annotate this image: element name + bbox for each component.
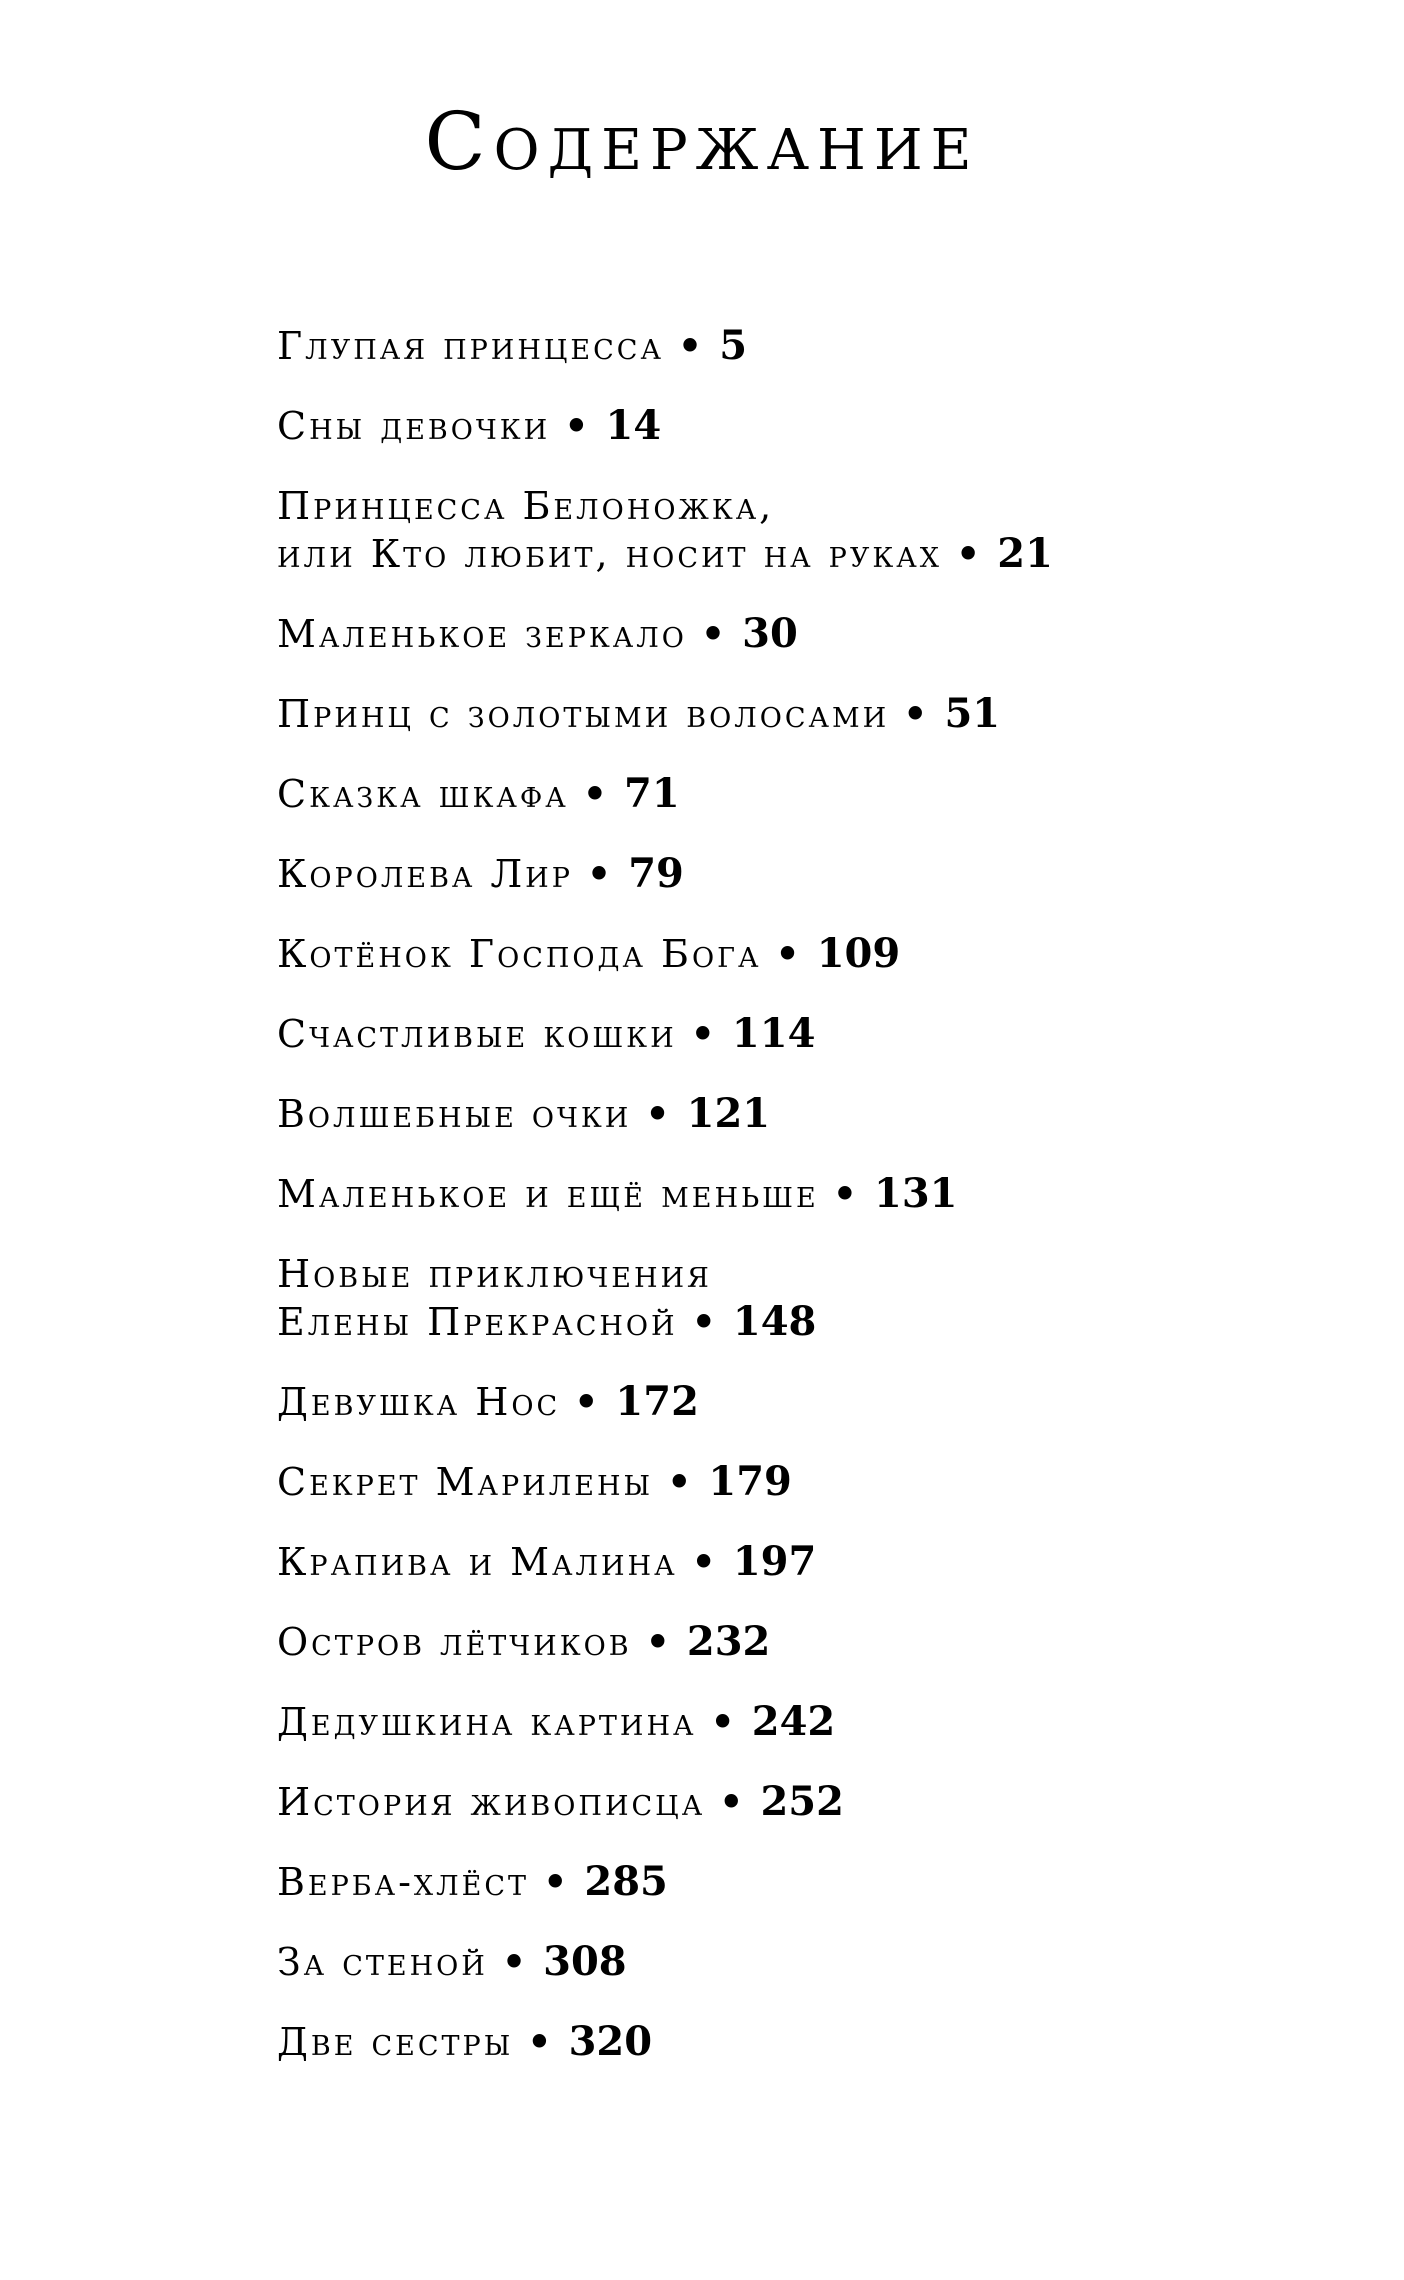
toc-entry-title: Принцесса Белоножка, — [277, 484, 775, 528]
toc-entry — [277, 1458, 1327, 1506]
toc-entry-title-line — [277, 1458, 1327, 1506]
bullet-separator: • — [719, 1779, 747, 1824]
toc-entry-page-number: 131 — [874, 1170, 958, 1217]
bullet-separator: • — [574, 1379, 602, 1424]
toc-entry-title: Крапива и Малина — [277, 1540, 678, 1584]
toc-entry — [277, 610, 1327, 658]
toc-entry — [277, 770, 1327, 818]
toc-entry-title-line — [277, 1858, 1327, 1906]
toc-entry-title: Маленькое и ещё меньше — [277, 1172, 819, 1216]
toc-entry-page-number: 242 — [751, 1698, 836, 1745]
toc-entry — [277, 1250, 1327, 1346]
toc-entry-page-number: 14 — [605, 402, 662, 449]
toc-entry-title: Новые приключения — [277, 1252, 712, 1296]
toc-entry-title-line — [277, 1378, 1327, 1426]
toc-entry-title: Секрет Марилены — [277, 1460, 654, 1504]
toc-entry-title: Елены Прекрасной — [277, 1300, 678, 1344]
toc-entry-title: Принц с золотыми волосами — [277, 692, 890, 736]
toc-entry-page-number: 5 — [719, 322, 748, 369]
bullet-separator: • — [955, 531, 984, 576]
bullet-separator: • — [903, 691, 931, 736]
toc-entry — [277, 1010, 1327, 1058]
bullet-separator: • — [527, 2019, 555, 2064]
bullet-separator: • — [667, 1459, 695, 1504]
bullet-separator: • — [677, 323, 706, 368]
toc-entry-page-number: 308 — [543, 1938, 627, 1985]
toc-entry-title-line — [277, 1298, 1327, 1346]
bullet-separator: • — [586, 851, 615, 896]
toc-entry-page-number: 252 — [760, 1778, 844, 1825]
toc-entry-page-number: 179 — [708, 1458, 792, 1505]
toc-entry-page-number: 172 — [615, 1378, 699, 1425]
toc-entry-title-line — [277, 1170, 1327, 1218]
toc-entry-title: Сны девочки — [277, 404, 551, 448]
toc-entry-title: Котёнок Господа Бога — [277, 932, 762, 976]
toc-entry-title-line — [277, 402, 1327, 450]
toc-entry — [277, 1618, 1327, 1666]
bullet-separator: • — [691, 1299, 719, 1344]
toc-entry-title: Глупая принцесса — [277, 324, 664, 368]
toc-entry-title-line — [277, 482, 1327, 530]
toc-entry — [277, 402, 1327, 450]
bullet-separator: • — [691, 1539, 719, 1584]
toc-entry — [277, 2018, 1327, 2066]
toc-entry-title-line — [277, 2018, 1327, 2066]
bullet-separator: • — [564, 403, 592, 448]
toc-entry-page-number: 320 — [568, 2018, 653, 2065]
bullet-separator: • — [690, 1011, 718, 1056]
toc-entry — [277, 1090, 1327, 1138]
toc-entry-title: Сказка шкафа — [277, 772, 569, 816]
toc-entry-title-line — [277, 1090, 1327, 1138]
toc-entry — [277, 1170, 1327, 1218]
bullet-separator: • — [645, 1619, 673, 1664]
toc-entry — [277, 1858, 1327, 1906]
toc-entry-title-line — [277, 690, 1327, 738]
toc-entry — [277, 690, 1327, 738]
bullet-separator: • — [501, 1939, 530, 1984]
toc-entry-page-number: 51 — [944, 690, 1001, 737]
toc-entry-title-line — [277, 1250, 1327, 1298]
toc-entry-title-line — [277, 770, 1327, 818]
toc-entry-title-line — [277, 1778, 1327, 1826]
bullet-separator: • — [543, 1859, 571, 1904]
toc-entry-title: История живописца — [277, 1780, 706, 1824]
toc-entry-title: Маленькое зеркало — [277, 612, 687, 656]
toc-entry-title: Волшебные очки — [277, 1092, 632, 1136]
toc-entry — [277, 1378, 1327, 1426]
toc-entry — [277, 850, 1327, 898]
toc-entry-title: Счастливые кошки — [277, 1012, 677, 1056]
toc-entry-title-line — [277, 322, 1327, 370]
toc-entry-page-number: 21 — [997, 530, 1053, 577]
toc-entry-title: Остров лётчиков — [277, 1620, 632, 1664]
page-title: Содержание — [424, 95, 980, 188]
toc-entry — [277, 482, 1327, 578]
bullet-separator: • — [832, 1171, 861, 1216]
toc-entry — [277, 1778, 1327, 1826]
toc-entry-title-line — [277, 530, 1327, 578]
toc-entry-page-number: 71 — [623, 770, 680, 817]
bullet-separator: • — [700, 611, 729, 656]
toc-entry-title-line — [277, 1538, 1327, 1586]
toc-entry-title-line — [277, 850, 1327, 898]
bullet-separator: • — [582, 771, 610, 816]
bullet-separator: • — [645, 1091, 673, 1136]
toc-entry-title-line — [277, 930, 1327, 978]
toc-entry — [277, 1938, 1327, 1986]
toc-entry-title-line — [277, 610, 1327, 658]
toc-entry — [277, 322, 1327, 370]
toc-entry-title: Две сестры — [277, 2020, 514, 2064]
toc-entry-title: Дедушкина картина — [277, 1700, 697, 1744]
toc-entry-page-number: 30 — [742, 610, 798, 657]
toc-entry-page-number: 114 — [731, 1010, 816, 1057]
toc-entry-page-number: 285 — [584, 1858, 668, 1905]
toc-entry-page-number: 197 — [732, 1538, 817, 1585]
table-of-contents — [277, 322, 1327, 2098]
toc-entry-title: Верба-хлёст — [277, 1860, 530, 1904]
toc-entry-title-line — [277, 1938, 1327, 1986]
toc-entry-title: Королева Лир — [277, 852, 573, 896]
toc-entry-page-number: 121 — [686, 1090, 771, 1137]
toc-entry-page-number: 79 — [628, 850, 684, 897]
bullet-separator: • — [775, 931, 803, 976]
toc-entry-page-number: 232 — [686, 1618, 771, 1665]
toc-entry-title: Девушка Нос — [277, 1380, 561, 1424]
bullet-separator: • — [710, 1699, 738, 1744]
toc-entry-page-number: 109 — [816, 930, 901, 977]
toc-entry-title-line — [277, 1618, 1327, 1666]
toc-entry-title-line — [277, 1698, 1327, 1746]
toc-entry — [277, 1698, 1327, 1746]
toc-entry-page-number: 148 — [732, 1298, 817, 1345]
toc-entry-title-line — [277, 1010, 1327, 1058]
toc-entry-title: За стеной — [277, 1940, 488, 1984]
toc-entry — [277, 1538, 1327, 1586]
toc-entry — [277, 930, 1327, 978]
toc-entry-title: или Кто любит, носит на руках — [277, 532, 942, 576]
